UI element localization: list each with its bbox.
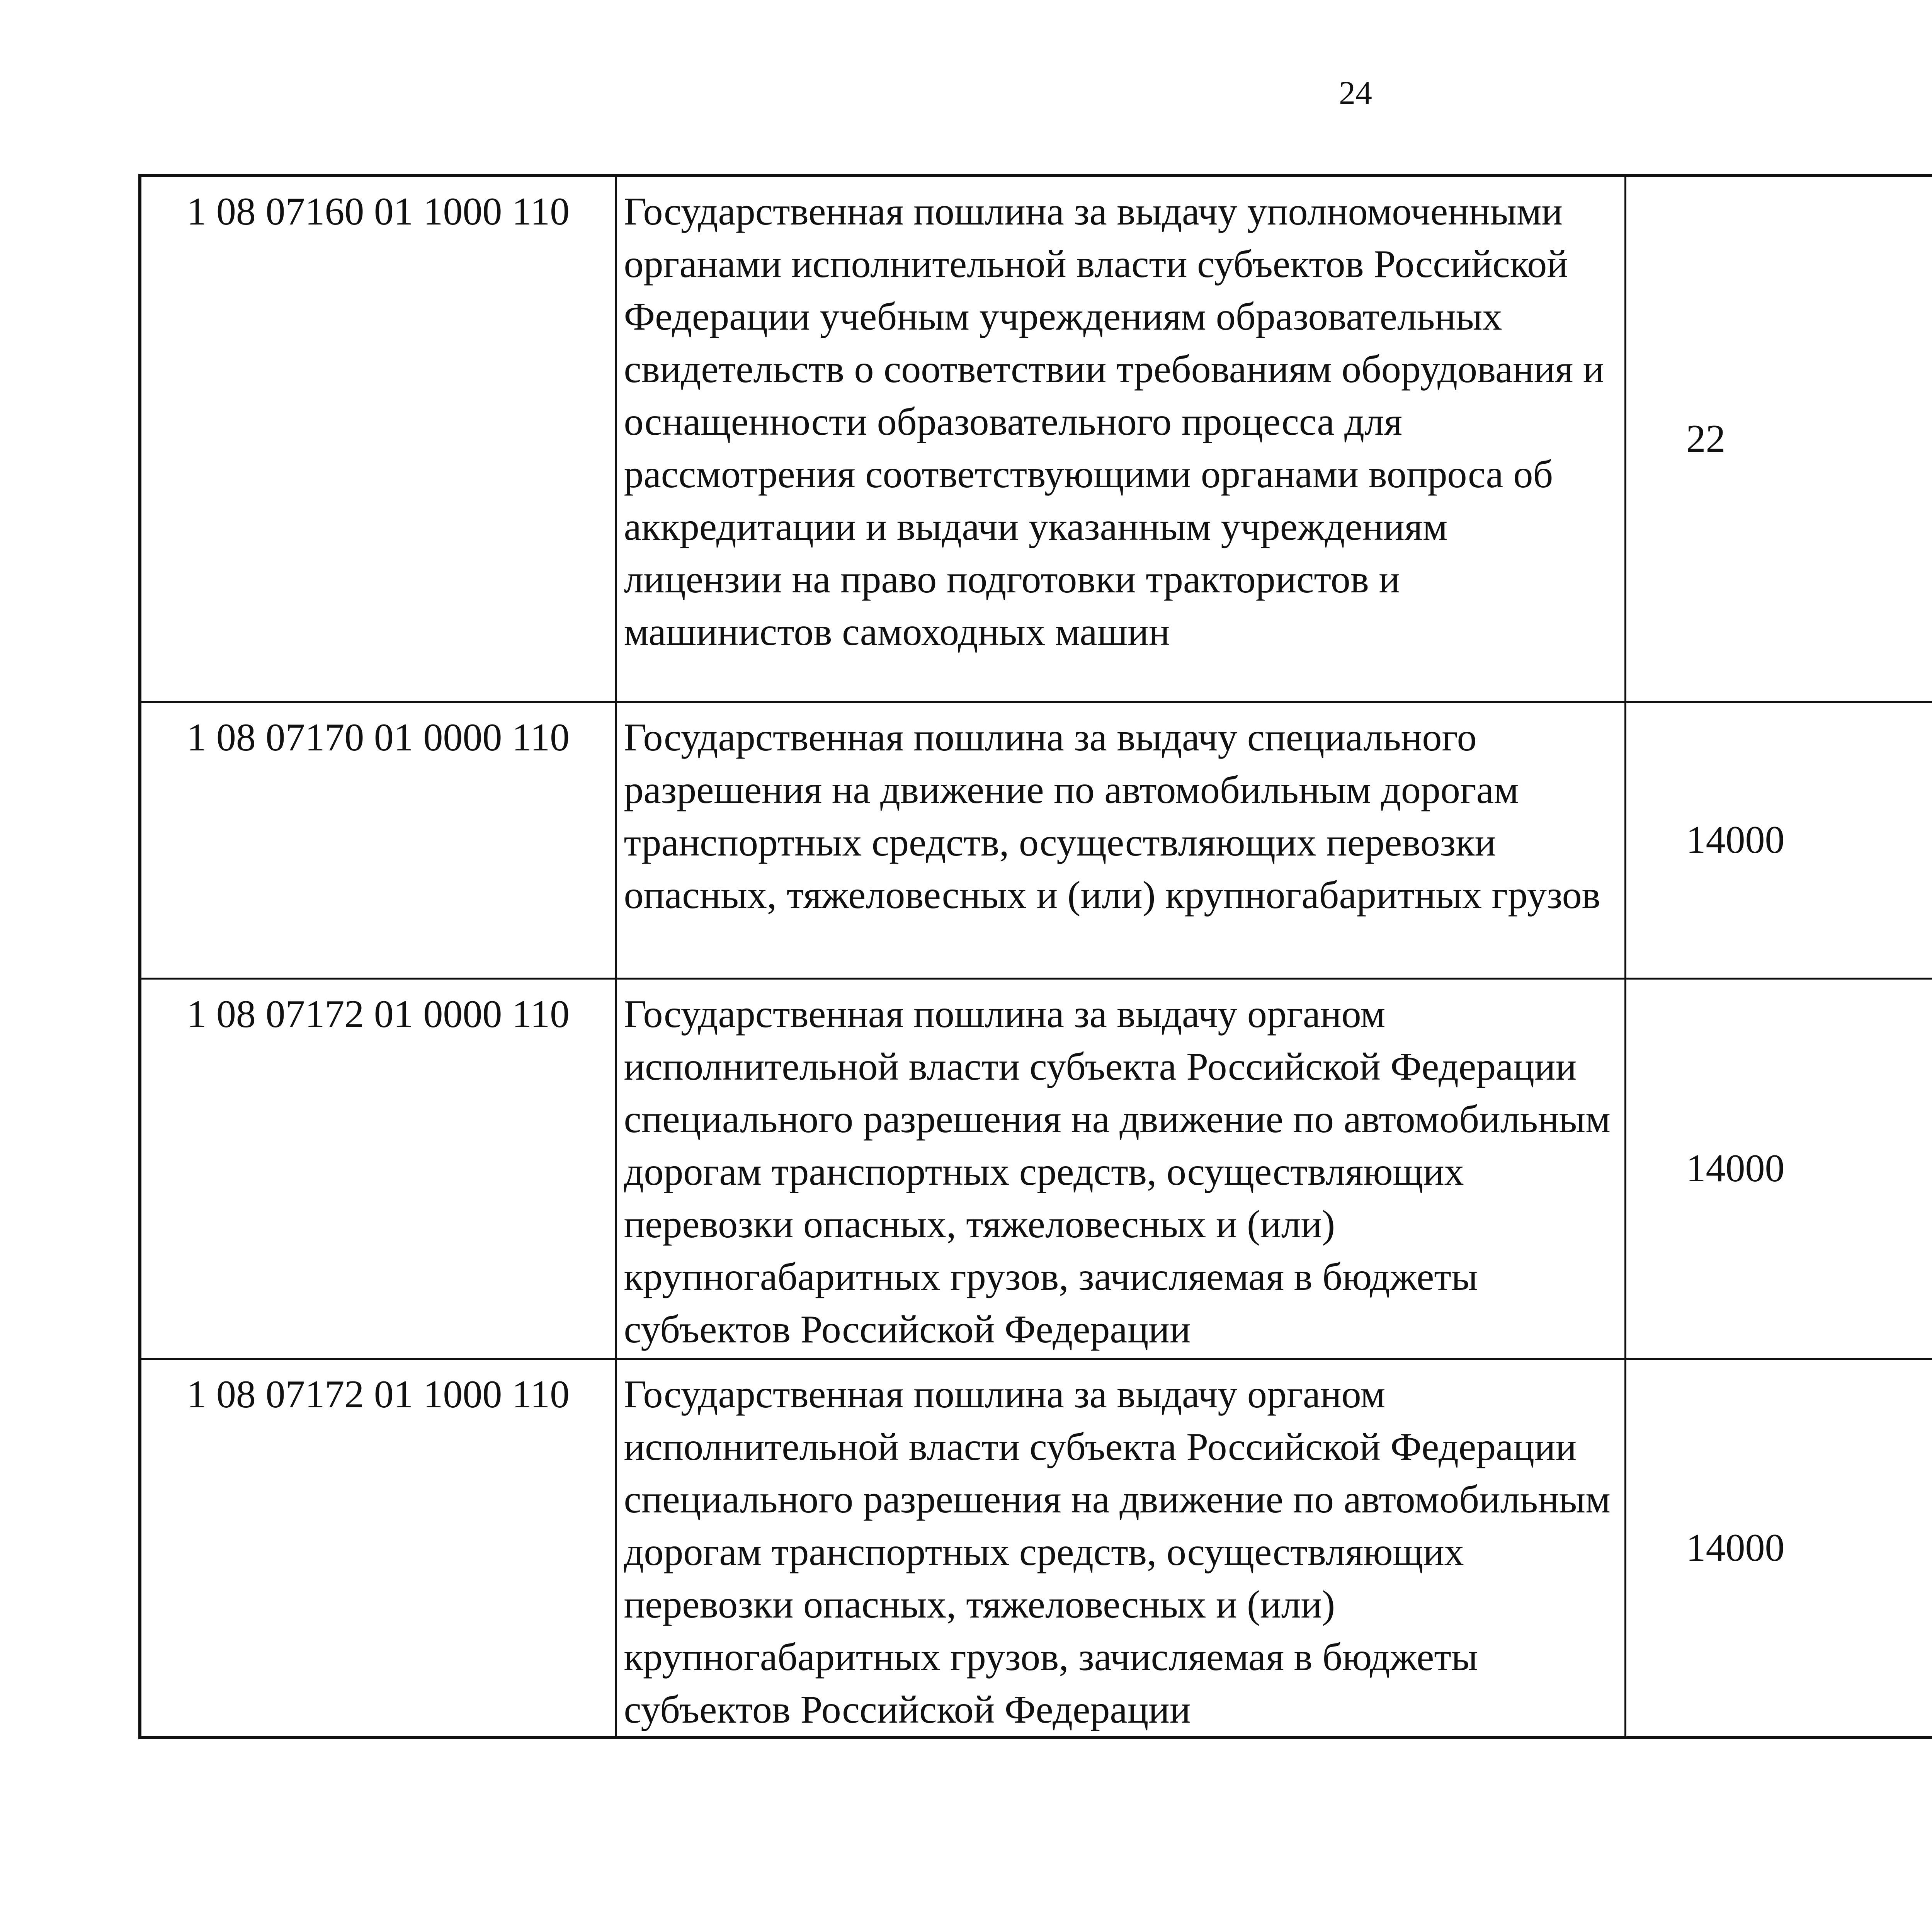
table-row <box>140 175 1932 702</box>
revenue-code-table <box>138 174 1932 1739</box>
budget-code-cell: 1 08 07170 01 0000 110 <box>140 702 616 978</box>
amount-cell-1: 14000 <box>1625 702 1932 978</box>
page-number: 24 <box>1339 74 1372 111</box>
budget-code-cell: 1 08 07172 01 0000 110 <box>140 978 616 1359</box>
revenue-name-cell: Государственная пошлина за выдачу органом исполнительной власти субъекта Российской Федерации специального разрешения на движение по автомобильным дорогам транспортных средств, осуществляющих перевозки опасных, тяжеловесных и (или) крупногабаритных грузов, зачисляемая в бюджеты субъектов Российской Федерации <box>616 1359 1625 1738</box>
revenue-name-cell: Государственная пошлина за выдачу уполномоченными органами исполнительной власти субъектов Российской Федерации учебным учреждениям образовательных свидетельств о соответствии требованиям оборудования и оснащенности образовательного процесса для рассмотрения соответствующими органами вопроса об аккредитации и выдачи указанным учреждениям лицензии на право подготовки трактористов и машинистов самоходных машин <box>616 175 1625 702</box>
amount-cell-1: 22 <box>1625 175 1932 702</box>
table-row <box>140 1359 1932 1738</box>
table-row <box>140 978 1932 1359</box>
revenue-name-cell: Государственная пошлина за выдачу специального разрешения на движение по автомобильным дорогам транспортных средств, осуществляющих перевозки опасных, тяжеловесных и (или) крупногабаритных грузов <box>616 702 1625 978</box>
revenue-name-cell: Государственная пошлина за выдачу органом исполнительной власти субъекта Российской Федерации специального разрешения на движение по автомобильным дорогам транспортных средств, осуществляющих перевозки опасных, тяжеловесных и (или) крупногабаритных грузов, зачисляемая в бюджеты субъектов Российской Федерации <box>616 978 1625 1359</box>
budget-code-cell: 1 08 07172 01 1000 110 <box>140 1359 616 1738</box>
amount-cell-1: 14000 <box>1625 1359 1932 1738</box>
budget-code-cell: 1 08 07160 01 1000 110 <box>140 175 616 702</box>
amount-cell-1: 14000 <box>1625 978 1932 1359</box>
table-row <box>140 702 1932 978</box>
